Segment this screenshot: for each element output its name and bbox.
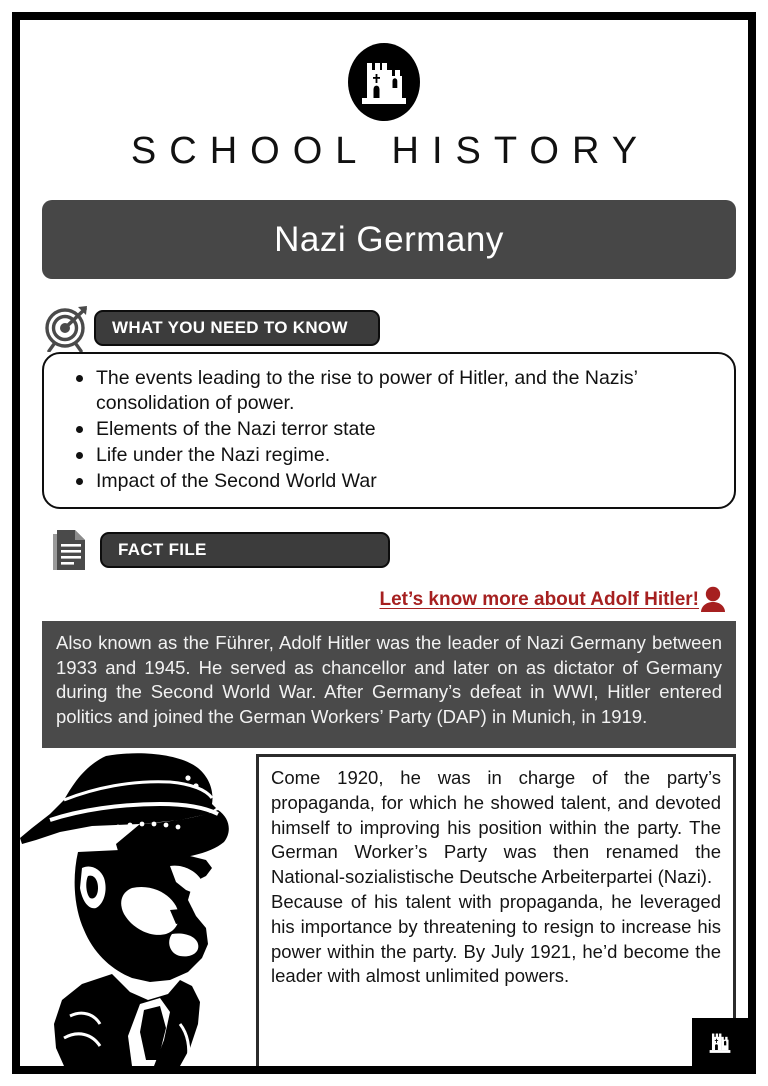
fact-file-intro-block <box>42 621 736 748</box>
adolf-hitler-portrait <box>20 748 252 1066</box>
list-item: Elements of the Nazi terror state <box>96 417 716 442</box>
list-item: Impact of the Second World War <box>96 469 716 494</box>
page-title: Nazi Germany <box>274 219 504 259</box>
page-title-banner <box>42 200 736 279</box>
castle-icon <box>703 1024 737 1061</box>
section-header-what-you-need-to-know <box>44 304 380 352</box>
person-icon <box>700 586 726 614</box>
document-icon <box>50 526 90 574</box>
list-item: Life under the Nazi regime. <box>96 443 716 468</box>
section-label: FACT FILE <box>118 540 207 559</box>
fact-file-intro-text: Also known as the Führer, Adolf Hitler was the leader of Nazi Germany between 1933 and 1945. He served as chancellor and later on as dictator of Germany during the Second World War. After Germany’s defeat in WWI, Hitler entered politics and joined the German Workers’ Party (DAP) in Munich, in 1919. <box>56 632 722 727</box>
fact-file-detail-box <box>256 754 736 1074</box>
section-header-fact-file <box>50 526 390 574</box>
worksheet-page <box>12 12 756 1074</box>
detail-paragraph: Come 1920, he was in charge of the party’s propaganda, for which he showed talent, and devoted himself to improving his position within the party. The German Worker’s Party was then renamed the National-sozialistische Deutsche Arbeiterpartei (Nazi). <box>271 767 721 888</box>
detail-paragraph: Because of his talent with propaganda, he leveraged his importance by threatening to resign to increase his power within the party. By July 1921, he’d become the leader with almost unlimited powers. <box>271 890 721 987</box>
red-heading-text[interactable]: Let’s know more about Adolf Hitler! <box>379 589 699 610</box>
list-item: The events leading to the rise to power of Hitler, and the Nazis’ consolidation of power. <box>96 366 716 416</box>
corner-logo-badge <box>692 1018 748 1066</box>
what-you-need-to-know-pill <box>94 310 380 346</box>
objectives-card <box>42 352 736 509</box>
adolf-hitler-link-heading[interactable] <box>380 586 727 614</box>
fact-file-pill <box>100 532 390 568</box>
section-label: WHAT YOU NEED TO KNOW <box>112 318 348 337</box>
castle-icon <box>348 43 420 121</box>
target-icon <box>44 304 90 352</box>
objectives-list <box>62 366 716 494</box>
brand-title: SCHOOL HISTORY <box>130 130 651 172</box>
